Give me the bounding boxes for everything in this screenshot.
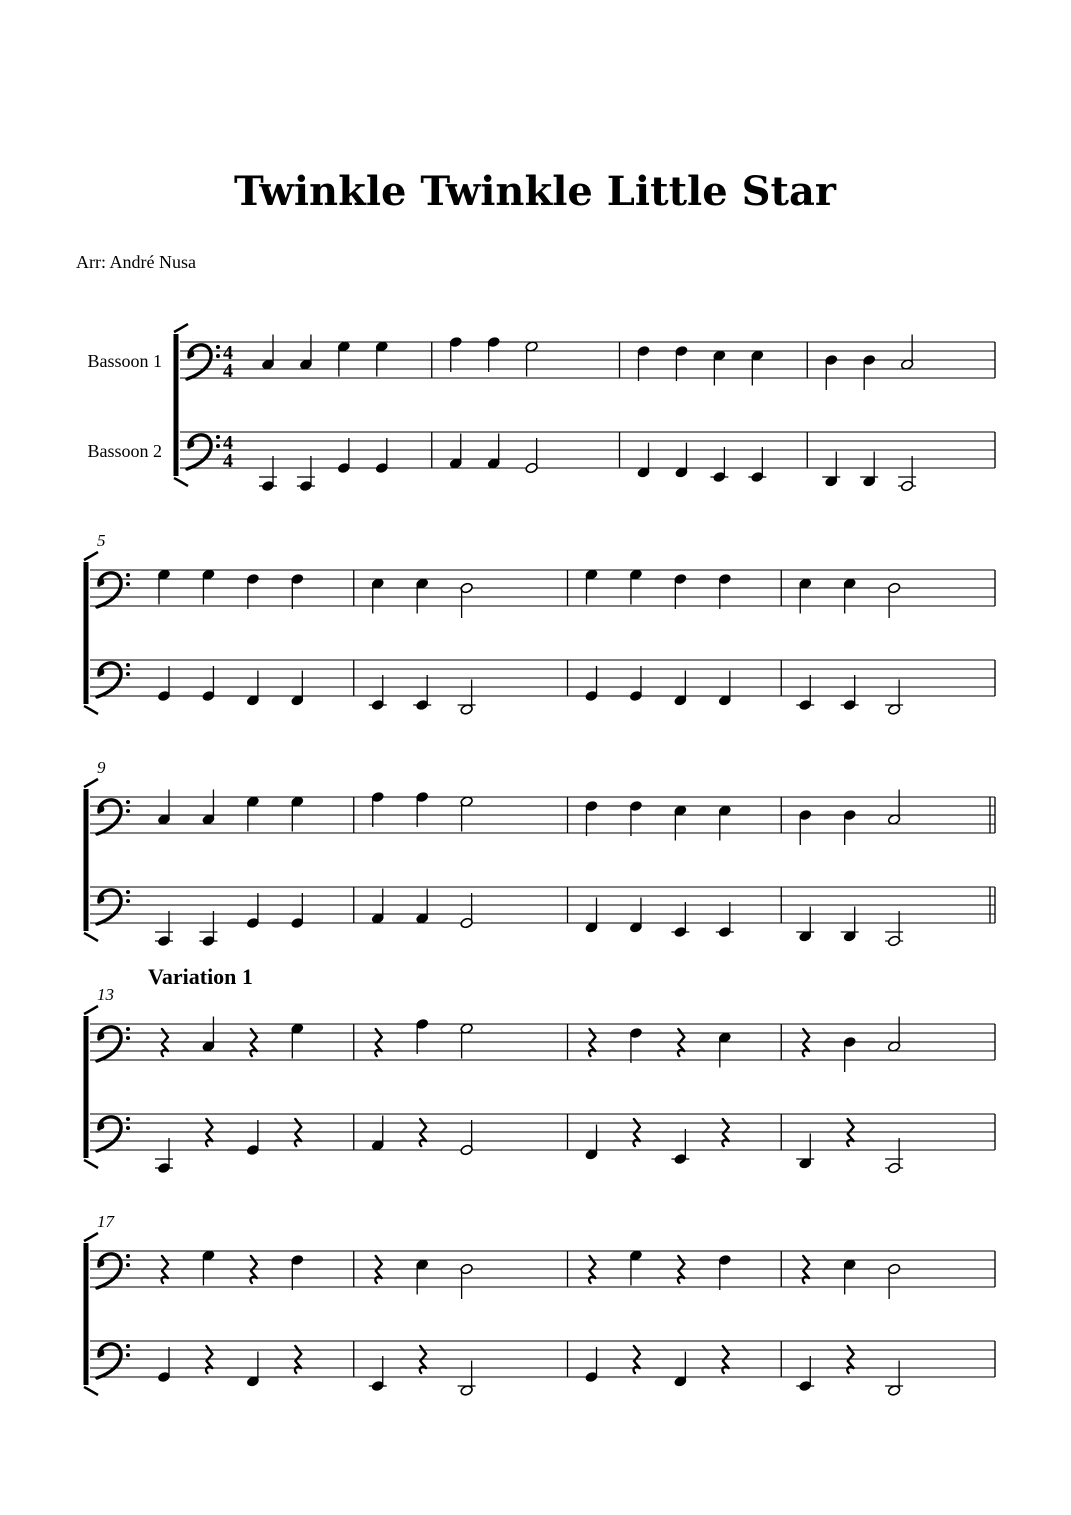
bracket-hook-bottom [84,706,98,714]
bass-clef-dot [98,806,105,813]
bass-clef-dot [98,896,105,903]
time-signature-denominator: 4 [223,450,233,472]
bracket-hook-top [84,552,98,560]
time-signature-numerator: 4 [223,342,233,364]
section-label: Variation 1 [148,964,253,989]
bass-clef-dot [98,1123,105,1130]
system-start [84,1233,130,1395]
bass-clef-dot [126,1126,130,1130]
bass-clef-dot [98,669,105,676]
bass-clef-dot [126,809,130,813]
measure-number: 9 [97,758,106,777]
bracket-hook-top [84,1233,98,1241]
measure-number: 5 [97,531,106,550]
system-start [84,779,130,941]
bass-clef-icon [187,435,211,469]
bracket-hook-top [84,1006,98,1014]
bass-clef-icon [97,1117,121,1151]
system-start [84,1006,130,1168]
bass-clef-icon [97,890,121,924]
bass-clef-dot [98,1033,105,1040]
system [84,964,995,1174]
bass-clef-dot [216,444,220,448]
bass-clef-dot [126,663,130,667]
bracket-hook-bottom [174,478,188,486]
measure-number: 13 [97,985,114,1004]
bass-clef-dot [126,1117,130,1121]
bass-clef-dot [188,351,195,358]
bass-clef-dot [126,582,130,586]
bass-clef-dot [126,1036,130,1040]
bass-clef-dot [216,354,220,358]
bass-clef-icon [97,1027,121,1061]
bass-clef-dot [126,1344,130,1348]
bracket-hook-bottom [84,1387,98,1395]
bass-clef-dot [126,1254,130,1258]
bass-clef-dot [126,1263,130,1267]
bass-clef-dot [126,890,130,894]
arranger-credit: Arr: André Nusa [76,252,196,272]
bass-clef-icon [97,800,121,834]
time-signature-denominator: 4 [223,360,233,382]
system-start [174,324,233,486]
bass-clef-icon [97,573,121,607]
bass-clef-icon [97,663,121,697]
instrument-label: Bassoon 2 [87,441,162,461]
bass-clef-icon [97,1344,121,1378]
bass-clef-dot [126,1027,130,1031]
bass-clef-dot [98,1350,105,1357]
bass-clef-dot [216,435,220,439]
bass-clef-dot [126,573,130,577]
bass-clef-dot [98,579,105,586]
bracket-hook-top [174,324,188,332]
bracket-hook-bottom [84,1160,98,1168]
bass-clef-icon [187,345,211,379]
measure-number: 17 [97,1212,114,1231]
bass-clef-dot [126,672,130,676]
system [87,324,995,492]
score-title: Twinkle Twinkle Little Star [234,168,836,215]
bass-clef-dot [126,1353,130,1357]
bracket-hook-top [84,779,98,787]
bass-clef-dot [188,441,195,448]
system [84,1212,995,1396]
bass-clef-dot [126,899,130,903]
system [84,531,995,715]
system [84,758,995,947]
system-start [84,552,130,714]
bracket-hook-bottom [84,933,98,941]
systems-layer [84,324,995,1396]
bass-clef-icon [97,1254,121,1288]
time-signature-numerator: 4 [223,432,233,454]
instrument-label: Bassoon 1 [87,351,162,371]
bass-clef-dot [98,1260,105,1267]
bass-clef-dot [126,800,130,804]
bass-clef-dot [216,345,220,349]
